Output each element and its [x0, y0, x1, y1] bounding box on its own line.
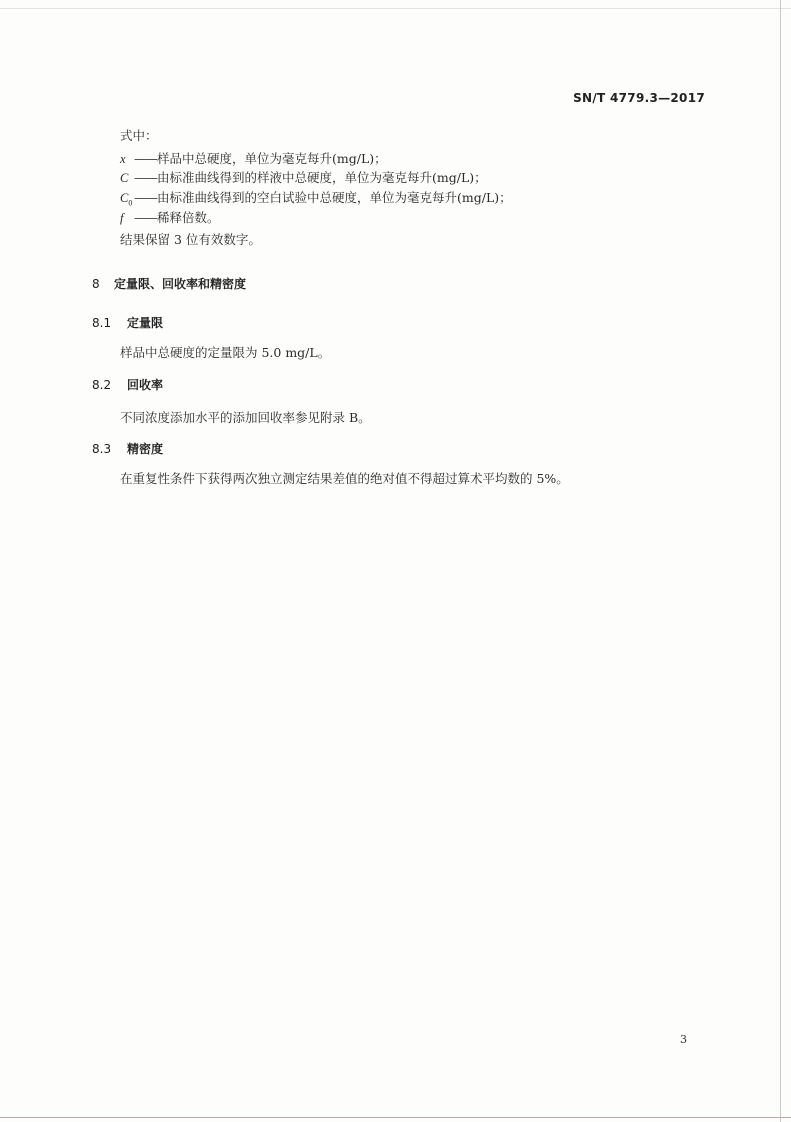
legend-item-f [120, 210, 220, 226]
subsection-8-1-heading [92, 315, 163, 331]
legend-symbol: f [120, 211, 124, 225]
formula-intro: 式中： [120, 128, 158, 143]
result-note: 结果保留 3 位有效数字。 [120, 232, 261, 247]
legend-text: 样品中总硬度，单位为毫克每升(mg/L)； [157, 151, 387, 166]
subsection-8-1-body: 样品中总硬度的定量限为 5.0 mg/L。 [120, 345, 331, 360]
legend-item-x [120, 151, 387, 167]
subsection-number: 8.2 [92, 378, 112, 392]
legend-text: 由标准曲线得到的样液中总硬度，单位为毫克每升(mg/L)； [157, 170, 487, 185]
legend-dash: —— [134, 170, 157, 185]
legend-symbol: $C_0$ [120, 191, 133, 208]
legend-text: 由标准曲线得到的空白试验中总硬度，单位为毫克每升(mg/L)； [157, 190, 512, 205]
legend-item-c [120, 170, 487, 186]
legend-dash: —— [134, 190, 157, 205]
subsection-title: 回收率 [127, 378, 164, 392]
scan-edge-right [780, 0, 781, 1122]
section-title: 定量限、回收率和精密度 [114, 277, 247, 291]
scan-edge-top [0, 8, 791, 9]
page-number: 3 [680, 1033, 687, 1046]
subsection-8-3-heading [92, 441, 163, 457]
subsection-number: 8.1 [92, 316, 112, 330]
legend-dash: —— [134, 210, 157, 225]
subsection-8-2-body: 不同浓度添加水平的添加回收率参见附录 B。 [120, 410, 371, 425]
legend-symbol: C [120, 171, 129, 185]
scan-edge-bottom [0, 1117, 791, 1118]
subsection-title: 精密度 [127, 442, 164, 456]
subsection-title: 定量限 [127, 316, 164, 330]
legend-item-c0 [120, 190, 512, 212]
section-8-heading [92, 276, 246, 292]
legend-symbol: x [120, 152, 126, 166]
subsection-number: 8.3 [92, 442, 112, 456]
subsection-8-2-heading [92, 377, 163, 393]
legend-text: 稀释倍数。 [157, 210, 220, 225]
section-number: 8 [92, 277, 100, 291]
document-code: SN/T 4779.3—2017 [573, 91, 705, 105]
legend-dash: —— [134, 151, 157, 166]
subsection-8-3-body: 在重复性条件下获得两次独立测定结果差值的绝对值不得超过算术平均数的 5%。 [120, 471, 569, 486]
